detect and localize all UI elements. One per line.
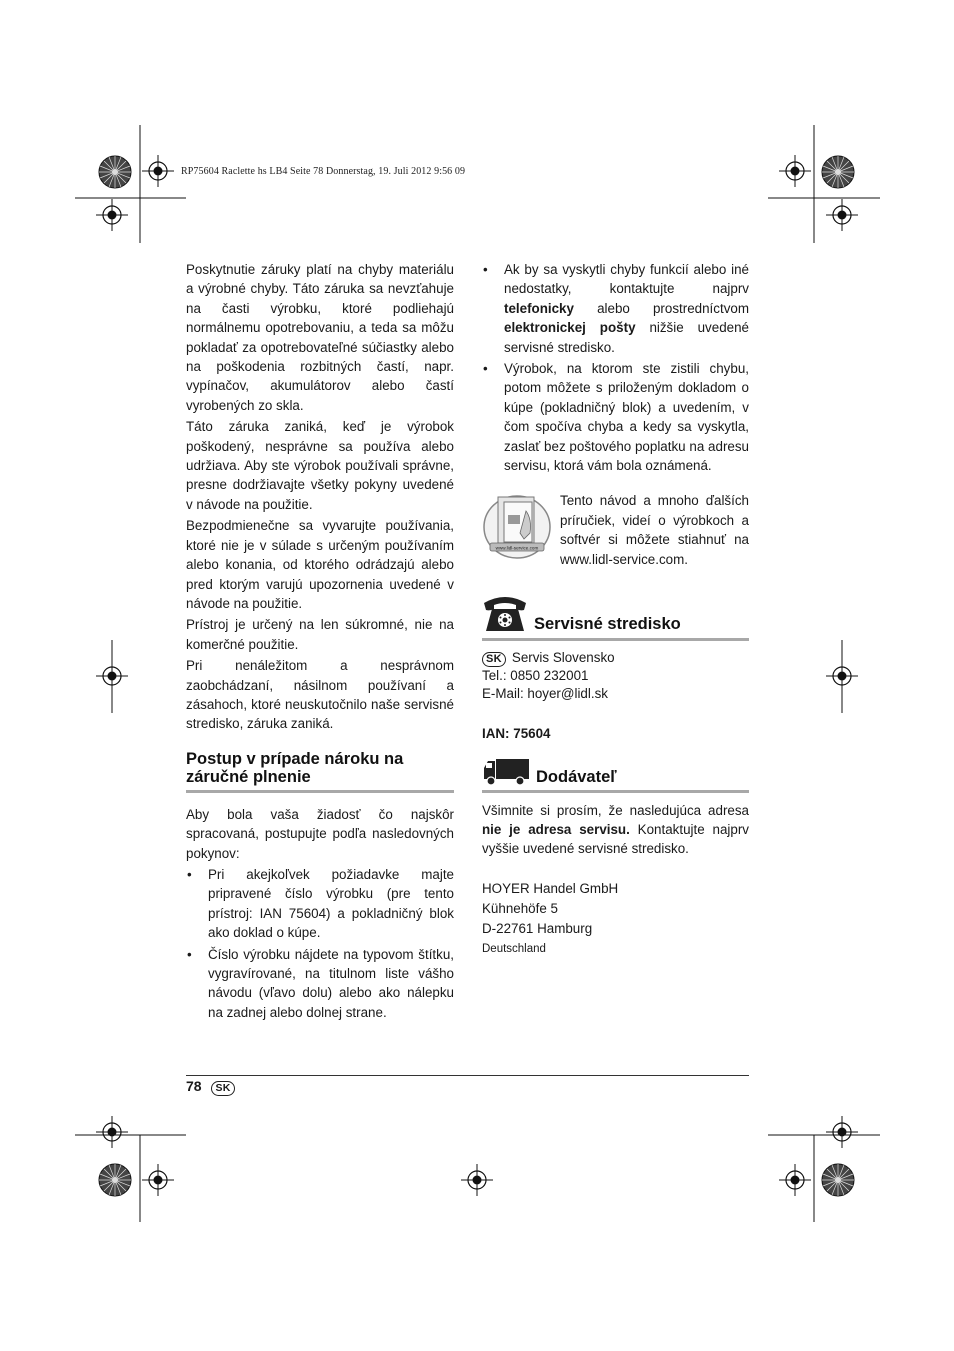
print-imprint: RP75604 Raclette hs LB4 Seite 78 Donnerstag, 19. Juli 2012 9:56 09: [181, 166, 466, 177]
supplier-heading: Dodávateľ: [536, 767, 617, 786]
supplier-section-header: [482, 758, 749, 786]
warranty-paragraph-4: Prístroj je určený na len súkromné, nie na komerčné použitie.: [186, 617, 454, 652]
address-line: HOYER Handel GmbH: [482, 880, 619, 896]
country-badge: SK: [482, 652, 506, 667]
right-column: [482, 260, 749, 959]
supplier-address: [482, 879, 749, 959]
page-number: [186, 1078, 241, 1096]
bullet-text: nižšie uvedené servisné stredisko.: [504, 320, 749, 355]
note-text: Všimnite si prosím, že nasledujúca adresa: [482, 802, 749, 818]
bold-email: elektronickej pošty: [504, 320, 636, 336]
claim-intro: Aby bola vaša žiadosť čo najskôr spracovaná, postupujte podľa nasledovných pokynov:: [186, 806, 454, 861]
service-contact: [482, 649, 749, 703]
telephone-icon: [482, 593, 528, 633]
left-column: [186, 260, 454, 1024]
note-bold: nie je adresa servisu.: [482, 821, 630, 837]
supplier-note: [482, 801, 749, 859]
truck-icon: [482, 758, 530, 786]
warranty-paragraph-3: Bezpodmienečne sa vyvarujte používania, ktoré nie je v súlade s určeným používaním alebo konania, od ktorého odrádzajú alebo pred ktorým varujú upozornenia uvedené v návode na použitie.: [186, 518, 454, 611]
page-number-text: 78: [186, 1078, 202, 1094]
note-text: Kontaktujte najprv vyššie uvedené servisné stredisko.: [482, 821, 749, 857]
warranty-paragraph-5: Pri nenáležitom a nesprávnom zaobchádzaní, násilnom používaní a zásahoch, ktoré neuskutočnilo naše servisné stredisko, záruka zaniká.: [186, 658, 454, 732]
service-section-header: [482, 593, 749, 633]
bullet-text: alebo prostredníctvom: [573, 300, 749, 316]
service-heading: Servisné stredisko: [534, 615, 681, 634]
bullet-text: Ak by sa vyskytli chyby funkcií alebo iné nedostatky, kontaktujte najprv: [504, 262, 749, 297]
footer-rule: [186, 1075, 749, 1076]
lidl-icon-label: www.lidl-service.com: [495, 545, 539, 551]
address-line: Kühnehöfe 5: [482, 900, 558, 916]
list-item: [186, 865, 454, 943]
bold-phone: telefonicky: [504, 300, 574, 316]
ian-number: IAN: 75604: [482, 726, 551, 742]
heading-rule: [482, 790, 749, 793]
service-email: E-Mail: hoyer@lidl.sk: [482, 686, 608, 702]
address-country: Deutschland: [482, 942, 546, 955]
service-name: Servis Slovensko: [511, 650, 615, 666]
service-phone: Tel.: 0850 232001: [482, 668, 589, 684]
bullet-text: Výrobok, na ktorom ste zistili chybu, potom môžete s priloženým dokladom o kúpe (pokladničný blok) a uvedením, v čom spočíva chyba a kedy sa vyskytla, zaslať bez poštového poplatku na adresu servisu, ktorá vám bola oznámená.: [504, 361, 749, 474]
claim-procedure-heading: Postup v prípade nároku na záručné plnenie: [186, 749, 404, 786]
list-item: [186, 945, 454, 1023]
heading-rule: [186, 790, 454, 793]
warranty-paragraph-2: Táto záruka zaniká, keď je výrobok poškodený, nesprávne sa používa alebo udržiava. Aby ste výrobok používali správne, presne dodržiavajte všetky pokyny uvedené v návode na použitie.: [186, 419, 454, 512]
lidl-service-block: [482, 491, 749, 569]
bullet-text: Pri akejkoľvek požiadavke majte pripravené číslo výrobku (pre tento prístroj: IAN 75604) a pokladničný blok ako doklad o kúpe.: [208, 866, 454, 941]
list-item: [482, 260, 749, 357]
footer-country-badge: SK: [211, 1081, 234, 1096]
lidl-service-text: Tento návod a mnoho ďalších príručiek, videí o výrobkoch a softvér si môžete stiahnuť na www.lidl-service.com.: [560, 493, 749, 567]
list-item: [482, 359, 749, 475]
warranty-paragraph-1: Poskytnutie záruky platí na chyby materiálu a výrobné chyby. Táto záruka sa nevzťahuje na časti výrobku, ktoré podliehajú normálnemu opotrebovaniu, a teda sa môžu pokladať za opotrebovateľné súčiastky alebo na poškodenia rozbitných častí, napr. vypínačov, akumulátorov alebo častí vyrobených zo skla.: [186, 262, 454, 413]
address-line: D-22761 Hamburg: [482, 920, 593, 936]
bullet-text: Číslo výrobku nájdete na typovom štítku, vygravírované, na titulnom liste vášho návodu (vľavo dolu) alebo ako nálepku na zadnej alebo dolnej strane.: [208, 946, 454, 1020]
heading-rule: [482, 638, 749, 641]
lidl-download-icon: [482, 491, 552, 561]
